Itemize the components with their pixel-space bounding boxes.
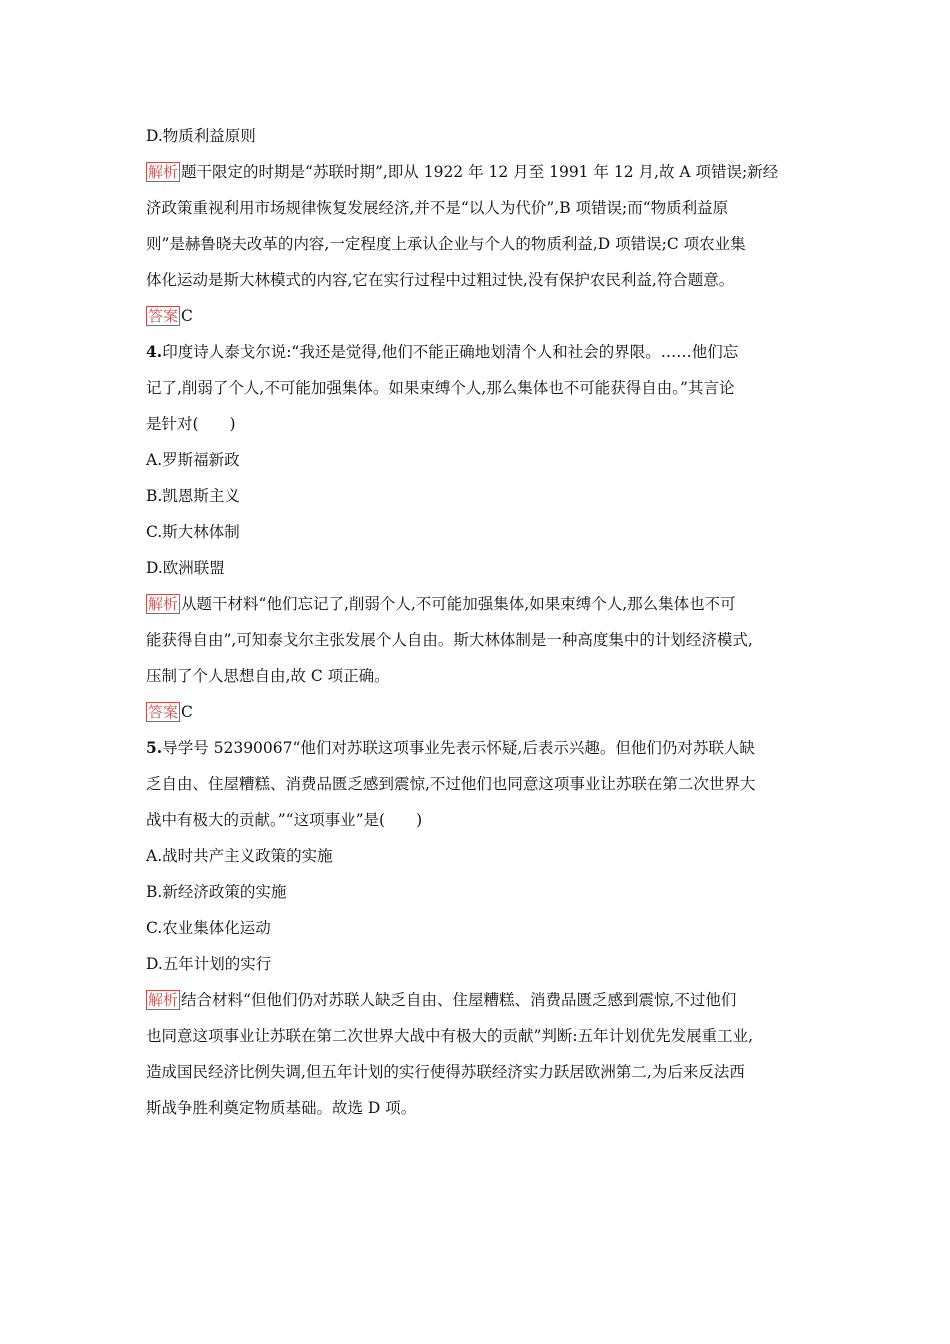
q4-option-b: B.凯恩斯主义 bbox=[146, 487, 240, 505]
q5-analysis-line-4: 斯战争胜利奠定物质基础。故选 D 项。 bbox=[146, 1099, 417, 1117]
q4-stem-line-2: 记了,削弱了个人,不可能加强集体。如果束缚个人,那么集体也不可能获得自由。”其言论 bbox=[146, 379, 735, 397]
q5-option-a: A.战时共产主义政策的实施 bbox=[146, 847, 333, 865]
q4-option-d: D.欧洲联盟 bbox=[146, 559, 225, 577]
answer-tag: 答案 bbox=[148, 703, 179, 721]
q5-option-c: C.农业集体化运动 bbox=[146, 919, 271, 937]
answer-tag: 答案 bbox=[148, 307, 179, 325]
q3-option-d: D.物质利益原则 bbox=[146, 127, 256, 145]
q3-analysis-line-4: 体化运动是斯大林模式的内容,它在实行过程中过粗过快,没有保护农民利益,符合题意。 bbox=[146, 271, 735, 289]
question-number: 5. bbox=[146, 738, 163, 757]
q3-analysis-line-1: 解析 题干限定的时期是“苏联时期”,即从 1922 年 12 月至 1991 年 12 月,故 A 项错误;新经 bbox=[148, 163, 779, 181]
analysis-tag: 解析 bbox=[148, 595, 179, 613]
q4-analysis-line-3: 压制了个人思想自由,故 C 项正确。 bbox=[146, 667, 390, 685]
question-number: 4. bbox=[146, 342, 163, 361]
analysis-tag: 解析 bbox=[148, 991, 179, 1009]
q4-option-a: A.罗斯福新政 bbox=[146, 451, 240, 469]
document-page bbox=[146, 118, 818, 1126]
q5-stem-line-3: 战中有极大的贡献。”“这项事业”是( ) bbox=[146, 811, 423, 829]
q5-analysis-line-3: 造成国民经济比例失调,但五年计划的实行使得苏联经济实力跃居欧洲第二,为后来反法西 bbox=[146, 1063, 745, 1081]
q5-analysis-line-2: 也同意这项事业让苏联在第二次世界大战中有极大的贡献”判断:五年计划优先发展重工业, bbox=[146, 1027, 754, 1045]
q4-stem-line-3: 是针对( ) bbox=[146, 415, 236, 433]
q5-option-b: B.新经济政策的实施 bbox=[146, 883, 287, 901]
q3-analysis-line-3: 则”是赫鲁晓夫改革的内容,一定程度上承认企业与个人的物质利益,D 项错误;C 项农业集 bbox=[146, 235, 746, 253]
q5-option-d: D.五年计划的实行 bbox=[146, 955, 272, 973]
q5-stem-line-2: 乏自由、住屋糟糕、消费品匮乏感到震惊,不过他们也同意这项事业让苏联在第二次世界大 bbox=[146, 775, 756, 793]
q4-option-c: C.斯大林体制 bbox=[146, 523, 240, 541]
q5-analysis-line-1: 解析 结合材料“但他们仍对苏联人缺乏自由、住屋糟糕、消费品匮乏感到震惊,不过他们 bbox=[148, 991, 737, 1009]
q4-answer: 答案 C bbox=[148, 703, 193, 721]
q4-analysis-line-1: 解析 从题干材料“他们忘记了,削弱个人,不可能加强集体,如果束缚个人,那么集体也不可 bbox=[148, 595, 736, 613]
q5-stem-line-1: 5.导学号 52390067“他们对苏联这项事业先表示怀疑,后表示兴趣。但他们仍对苏联人缺 bbox=[146, 738, 755, 757]
q4-analysis-line-2: 能获得自由”,可知泰戈尔主张发展个人自由。斯大林体制是一种高度集中的计划经济模式, bbox=[146, 631, 753, 649]
q3-answer: 答案 C bbox=[148, 307, 193, 325]
analysis-tag: 解析 bbox=[148, 163, 179, 181]
q3-analysis-line-2: 济政策重视利用市场规律恢复发展经济,并不是“以人为代价”,B 项错误;而“物质利益原 bbox=[146, 199, 729, 217]
q4-stem-line-1: 4.印度诗人泰戈尔说:“我还是觉得,他们不能正确地划清个人和社会的界限。……他们忘 bbox=[146, 342, 739, 361]
